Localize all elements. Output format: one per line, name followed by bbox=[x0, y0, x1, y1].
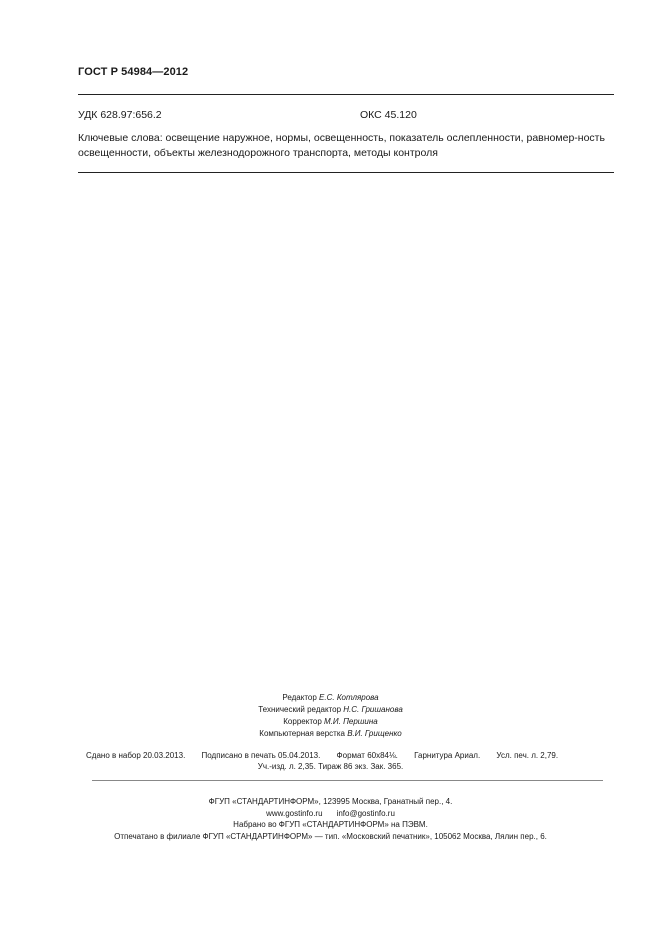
publisher-website[interactable]: www.gostinfo.ru bbox=[266, 808, 323, 818]
keywords-paragraph: Ключевые слова: освещение наружное, нормы, освещенность, показатель ослепленности, равномер-ность освещенности, объекты железнодорожного транспорта, методы контроля bbox=[78, 132, 605, 159]
signed-date: Подписано в печать 05.04.2013. bbox=[201, 751, 321, 760]
publisher-email[interactable]: info@gostinfo.ru bbox=[336, 808, 395, 818]
credit-tech-editor: Технический редактор Н.С. Гришанова bbox=[258, 705, 403, 714]
credit-proofreader: Корректор М.И. Першина bbox=[283, 717, 378, 726]
oks-code: ОКС 45.120 bbox=[360, 109, 417, 121]
publisher-block bbox=[0, 796, 661, 842]
imprint-line-2: Уч.-изд. л. 2,35. Тираж 86 экз. Зак. 365. bbox=[257, 762, 404, 771]
typeface: Гарнитура Ариал. bbox=[414, 751, 481, 760]
publisher-contacts bbox=[0, 808, 661, 820]
credit-layout: Компьютерная верстка В.И. Грищенко bbox=[259, 729, 402, 738]
document-code: ГОСТ Р 54984—2012 bbox=[78, 66, 189, 78]
credits-block bbox=[0, 692, 661, 740]
submitted-date: Сдано в набор 20.03.2013. bbox=[86, 751, 186, 760]
publisher-address: ФГУП «СТАНДАРТИНФОРМ», 123995 Москва, Гранатный пер., 4. bbox=[208, 797, 453, 806]
typeset-note: Набрано во ФГУП «СТАНДАРТИНФОРМ» на ПЭВМ. bbox=[233, 820, 428, 829]
keywords-divider bbox=[78, 172, 614, 173]
paper-format: Формат 60x84⅛. bbox=[336, 751, 398, 760]
imprint-divider bbox=[92, 780, 603, 781]
print-sheets: Усл. печ. л. 2,79. bbox=[496, 751, 559, 760]
header-divider bbox=[78, 94, 614, 95]
udk-code: УДК 628.97:656.2 bbox=[78, 109, 162, 121]
imprint-line-1 bbox=[86, 751, 572, 760]
printed-note: Отпечатано в филиале ФГУП «СТАНДАРТИНФОРМ» — тип. «Московский печатник», 105062 Москва, Лялин пер., 6. bbox=[114, 831, 547, 841]
credit-editor: Редактор Е.С. Котлярова bbox=[282, 693, 379, 702]
